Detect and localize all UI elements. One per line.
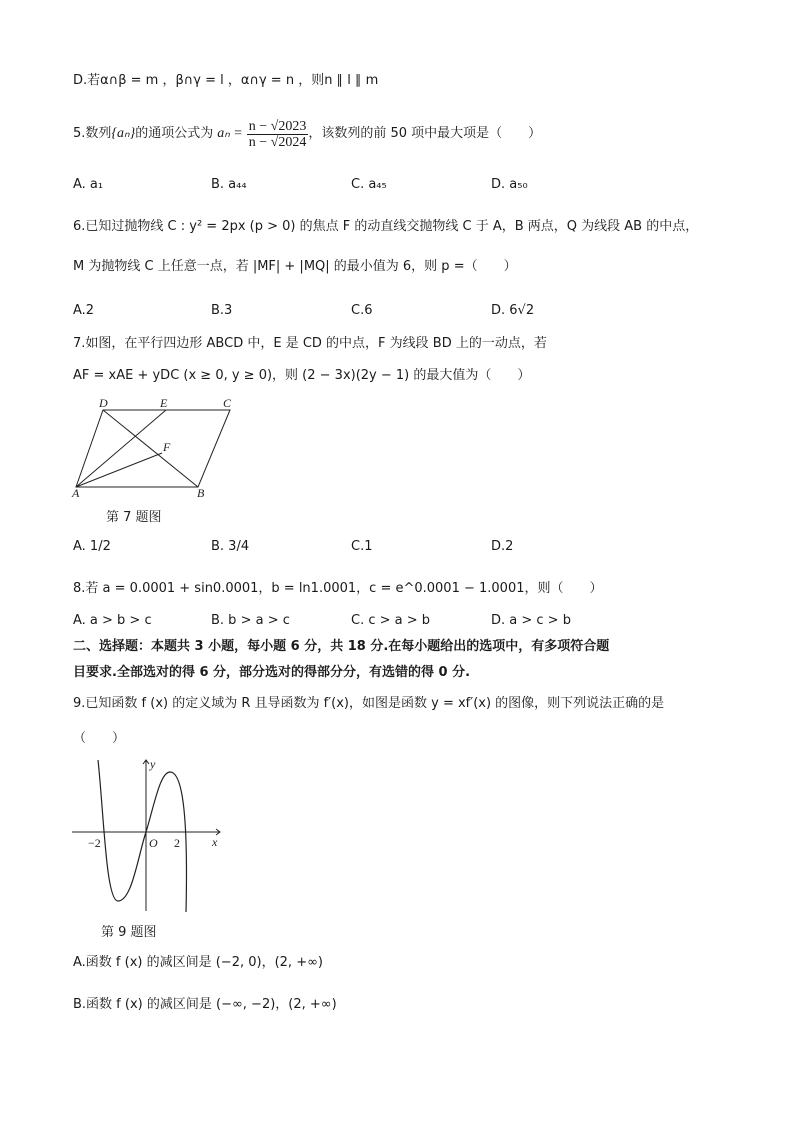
section-2-heading-line-2: 目要求.全部选对的得 6 分，部分选对的得部分分，有选错的得 0 分. [73, 665, 471, 680]
q9-option-b[interactable]: B.函数 f (x) 的减区间是 (−∞, −2)，(2, +∞) [73, 997, 337, 1012]
q9-option-a[interactable]: A.函数 f (x) 的减区间是 (−2, 0)，(2, +∞) [73, 955, 323, 970]
q8-line: 8.若 a = 0.0001 + sin0.0001，b = ln1.0001，c = e^0.0001 − 1.0001，则（ ） [73, 581, 603, 596]
label-f: F [163, 440, 171, 454]
q6-option-b[interactable]: B.3 [211, 303, 233, 318]
q7-line-2: AF = xAE + yDC (x ≥ 0, y ≥ 0)，则 (2 − 3x)(2y − 1) 的最大值为（ ） [73, 368, 531, 383]
label-c: C [223, 398, 232, 410]
q6-option-c[interactable]: C.6 [351, 303, 373, 318]
q5-option-c[interactable]: C. a₄₅ [351, 177, 387, 192]
q6-line-2: M 为抛物线 C 上任意一点，若 |MF| + |MQ| 的最小值为 6，则 p =（ ） [73, 259, 517, 274]
q5-numerator: n − √2023 [248, 118, 307, 134]
label-y: y [150, 757, 156, 771]
q9-line-1: 9.已知函数 f (x) 的定义域为 R 且导函数为 f′(x)，如图是函数 y = xf′(x) 的图像，则下列说法正确的是 [73, 696, 665, 711]
label-neg-2: −2 [88, 836, 101, 850]
q8-option-c[interactable]: C. c > a > b [351, 613, 431, 628]
section-2-heading-line-1: 二、选择题：本题共 3 小题，每小题 6 分，共 18 分.在每小题给出的选项中，有多项符合题 [73, 639, 610, 654]
question-4-option-d [73, 72, 378, 90]
q5-an: aₙ = [217, 126, 243, 141]
q9-caption: 第 9 题图 [101, 925, 157, 940]
label-pos-2: 2 [174, 836, 180, 850]
q8-option-b[interactable]: B. b > a > c [211, 613, 290, 628]
q7-option-a[interactable]: A. 1/2 [73, 539, 111, 554]
q5-sequence: {aₙ} [111, 126, 136, 141]
function-graph-figure [70, 756, 230, 916]
segment-db [103, 410, 198, 487]
q5-suffix: ，该数列的前 50 项中最大项是（ ） [308, 126, 542, 141]
q7-option-b[interactable]: B. 3/4 [211, 539, 250, 554]
q6-option-a[interactable]: A.2 [73, 303, 95, 318]
label-e: E [160, 398, 168, 410]
q8-option-d[interactable]: D. a > c > b [491, 613, 571, 628]
label-origin: O [149, 836, 158, 850]
q5-option-a[interactable]: A. a₁ [73, 177, 104, 192]
question-5 [73, 114, 541, 154]
label-x: x [212, 835, 218, 849]
label-a: A [72, 486, 80, 500]
q7-option-c[interactable]: C.1 [351, 539, 373, 554]
q5-option-b[interactable]: B. a₄₄ [211, 177, 247, 192]
q7-option-d[interactable]: D.2 [491, 539, 514, 554]
q6-option-d[interactable]: D. 6√2 [491, 303, 535, 318]
q7-caption: 第 7 题图 [106, 510, 162, 525]
segment-af [76, 453, 162, 487]
q5-fraction [247, 119, 309, 150]
parallelogram-figure [70, 398, 240, 500]
q8-option-a[interactable]: A. a > b > c [73, 613, 152, 628]
q5-mid: 的通项公式为 [135, 126, 214, 141]
option-d-text: D.若α∩β = m ，β∩γ = l ，α∩γ = n ，则n ∥ l ∥ m [73, 73, 379, 88]
q5-option-d[interactable]: D. a₅₀ [491, 177, 528, 192]
q5-denominator: n − √2024 [248, 134, 307, 150]
q5-prefix: 5.数列 [73, 126, 112, 141]
q9-line-2: （ ） [73, 731, 126, 746]
q7-line-1: 7.如图，在平行四边形 ABCD 中，E 是 CD 的中点，F 为线段 BD 上的一动点，若 [73, 336, 547, 351]
label-d: D [99, 398, 108, 410]
label-b: B [197, 486, 205, 500]
q6-line-1: 6.已知过抛物线 C : y² = 2px (p > 0) 的焦点 F 的动直线交抛物线 C 于 A，B 两点，Q 为线段 AB 的中点， [73, 219, 699, 234]
